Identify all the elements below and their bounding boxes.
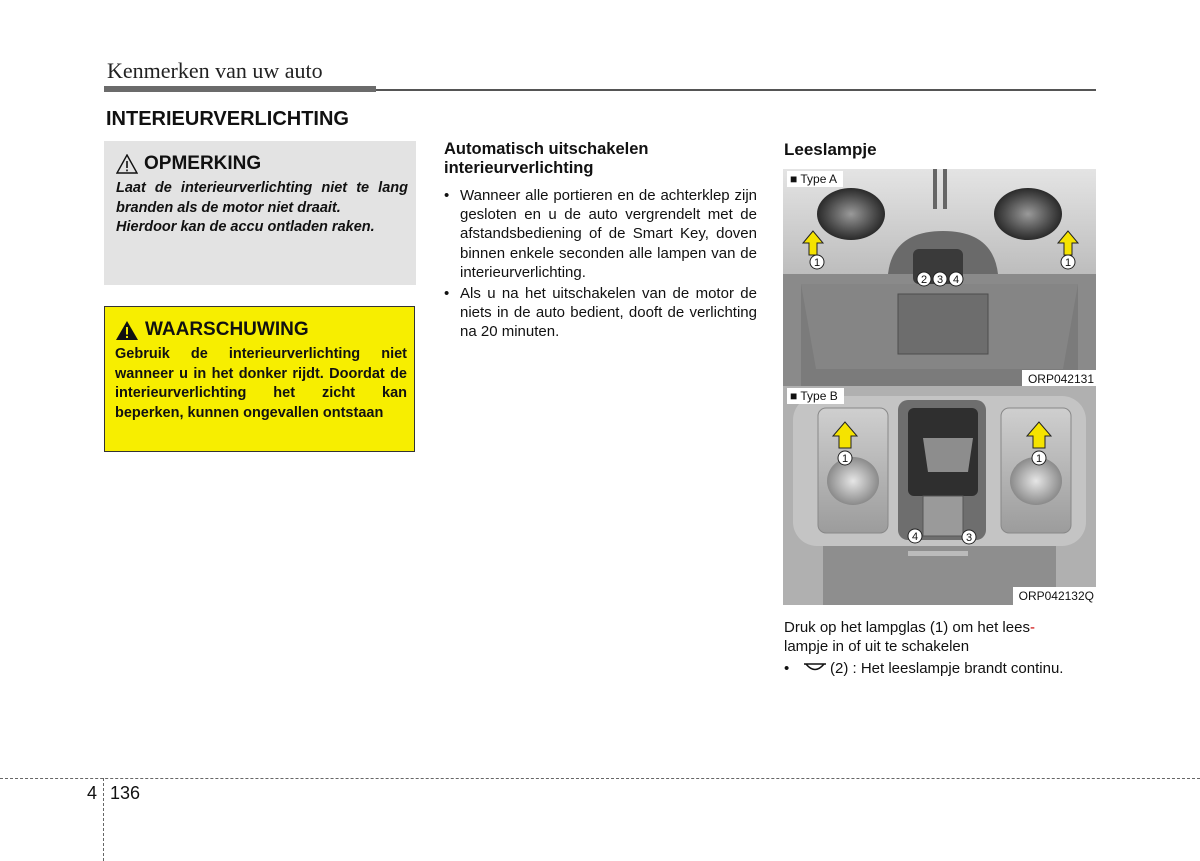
auto-off-heading: Automatisch uitschakelen interieurverlichting [444,140,649,177]
warning-title: WAARSCHUWING [145,319,309,340]
bullet-text: (2) : Het leeslampje brandt continu. [830,660,1064,677]
notice-text [116,179,408,238]
warning-box [104,306,415,452]
list-item [444,186,757,282]
footer-divider [103,778,104,861]
notice-paragraph: Hierdoor kan de accu ontladen raken. [116,219,375,235]
figure-type-label: ■ Type B [787,388,844,404]
header-rule-thick [104,86,376,92]
running-header-title: Kenmerken van uw auto [107,58,323,83]
page-number: 136 [110,783,141,803]
figure-code: ORP042132Q [1013,587,1096,605]
warning-text: Gebruik de interieurverlichting niet wanneer u in het donker rijdt. Doordat de interieurverlichting het zicht kan beperken, kunnen ongevallen ontstaan [115,346,407,421]
notice-title-row [116,153,261,175]
reading-lamp-heading: Leeslampje [784,140,877,159]
callout-label: 1 [1064,257,1072,269]
bullet-mark: • [444,285,450,303]
warning-title-row [115,319,309,341]
notice-paragraph: Laat de interieurverlichting niet te lang branden als de motor niet draait. [116,180,408,216]
notice-box [104,141,416,285]
overhead-console-illustration-a [783,169,1096,388]
reading-lamp-description [784,618,1096,656]
figure-type-label: ■ Type A [787,171,843,187]
lamp-symbol-icon [802,661,828,675]
callout-label: 4 [952,274,960,286]
callout-label: 3 [936,274,944,286]
auto-off-list [444,186,757,344]
callout-label: 1 [1035,453,1043,465]
overhead-console-illustration-b [783,386,1096,605]
bullet-mark: • [444,187,450,204]
callout-label: 4 [911,531,919,543]
warning-icon [115,320,139,341]
hyphenation-mark: - [1029,619,1035,636]
header-rule-thin [376,89,1096,91]
callout-label: 1 [841,453,849,465]
list-item-text: Wanneer alle portieren en de achterklep zijn gesloten en u de auto vergrendelt met de afstandsbediening of de Smart Key, doven binnen enkele seconden alle lampen van de interieurverlichting. [460,187,757,281]
caution-icon [116,154,138,174]
list-item-text: Als u na het uitschakelen van de motor de niets in de auto bedient, dooft de verlichting na 20 minuten. [460,285,757,341]
footer-rule [0,778,1200,779]
figure-type-a [783,169,1096,388]
section-title: INTERIEURVERLICHTING [106,108,349,130]
callout-label: 1 [813,257,821,269]
description-text: lampje in of uit te schakelen [784,638,970,655]
notice-title: OPMERKING [144,153,262,174]
callout-label: 2 [920,274,928,286]
description-text: Druk op het lampglas (1) om het lees [784,619,1030,636]
chapter-number: 4 [87,783,98,803]
figure-type-b [783,386,1096,605]
list-item [444,284,757,342]
reading-lamp-bullet [784,659,1096,678]
bullet-mark: • [784,660,790,677]
callout-label: 3 [965,532,973,544]
figure-code: ORP042131 [1022,370,1096,388]
